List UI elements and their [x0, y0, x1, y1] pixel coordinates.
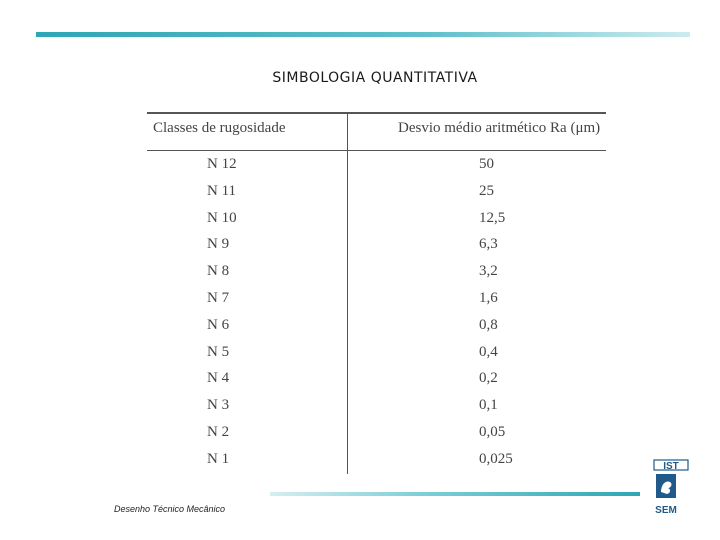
cell-ra: 50	[479, 156, 494, 172]
cell-ra: 0,05	[479, 423, 506, 440]
cell-ra: 1,6	[479, 289, 498, 306]
table-row	[147, 259, 606, 286]
cell-class: N 6	[207, 316, 230, 333]
table-row	[147, 179, 606, 206]
roughness-table	[147, 112, 606, 474]
header-classes: Classes de rugosidade	[153, 120, 286, 136]
table-row	[147, 152, 606, 179]
bottom-accent-bar	[270, 492, 640, 496]
table-top-rule	[147, 112, 606, 114]
table-row	[147, 340, 606, 367]
cell-ra: 0,025	[479, 450, 513, 467]
cell-class: N 7	[207, 289, 230, 306]
cell-class: N 2	[207, 423, 230, 440]
slide-title: SIMBOLOGIA QUANTITATIVA	[272, 70, 478, 86]
table-row	[147, 313, 606, 340]
cell-class: N 12	[207, 156, 237, 172]
table-row	[147, 232, 606, 259]
cell-ra: 3,2	[479, 263, 498, 280]
cell-class: N 3	[207, 397, 230, 414]
cell-class: N 1	[207, 450, 230, 467]
cell-class: N 9	[207, 236, 230, 253]
cell-class: N 5	[207, 343, 230, 360]
cell-ra: 0,4	[479, 343, 498, 360]
cell-class: N 10	[207, 209, 237, 226]
cell-class: N 4	[207, 370, 230, 387]
table-row	[147, 206, 606, 233]
header-ra: Desvio médio aritmético Ra (μm)	[398, 120, 601, 136]
cell-ra: 6,3	[479, 236, 498, 253]
cell-ra: 0,1	[479, 397, 498, 414]
table-row	[147, 286, 606, 313]
svg-text:IST: IST	[663, 461, 679, 472]
cell-ra: 0,8	[479, 316, 498, 333]
cell-class: N 11	[207, 182, 237, 199]
ist-sem-logo	[652, 458, 692, 516]
table-row	[147, 447, 606, 474]
table-row	[147, 393, 606, 420]
cell-ra: 0,2	[479, 370, 498, 387]
cell-ra: 12,5	[479, 209, 506, 226]
table-row	[147, 366, 606, 393]
cell-ra: 25	[479, 182, 494, 199]
top-accent-bar	[36, 32, 690, 37]
svg-text:SEM: SEM	[655, 505, 677, 516]
cell-class: N 8	[207, 263, 230, 280]
table-row	[147, 420, 606, 447]
footer-text: Desenho Técnico Mecânico	[114, 504, 226, 514]
table-header-rule	[147, 150, 606, 151]
table-body	[147, 152, 606, 474]
